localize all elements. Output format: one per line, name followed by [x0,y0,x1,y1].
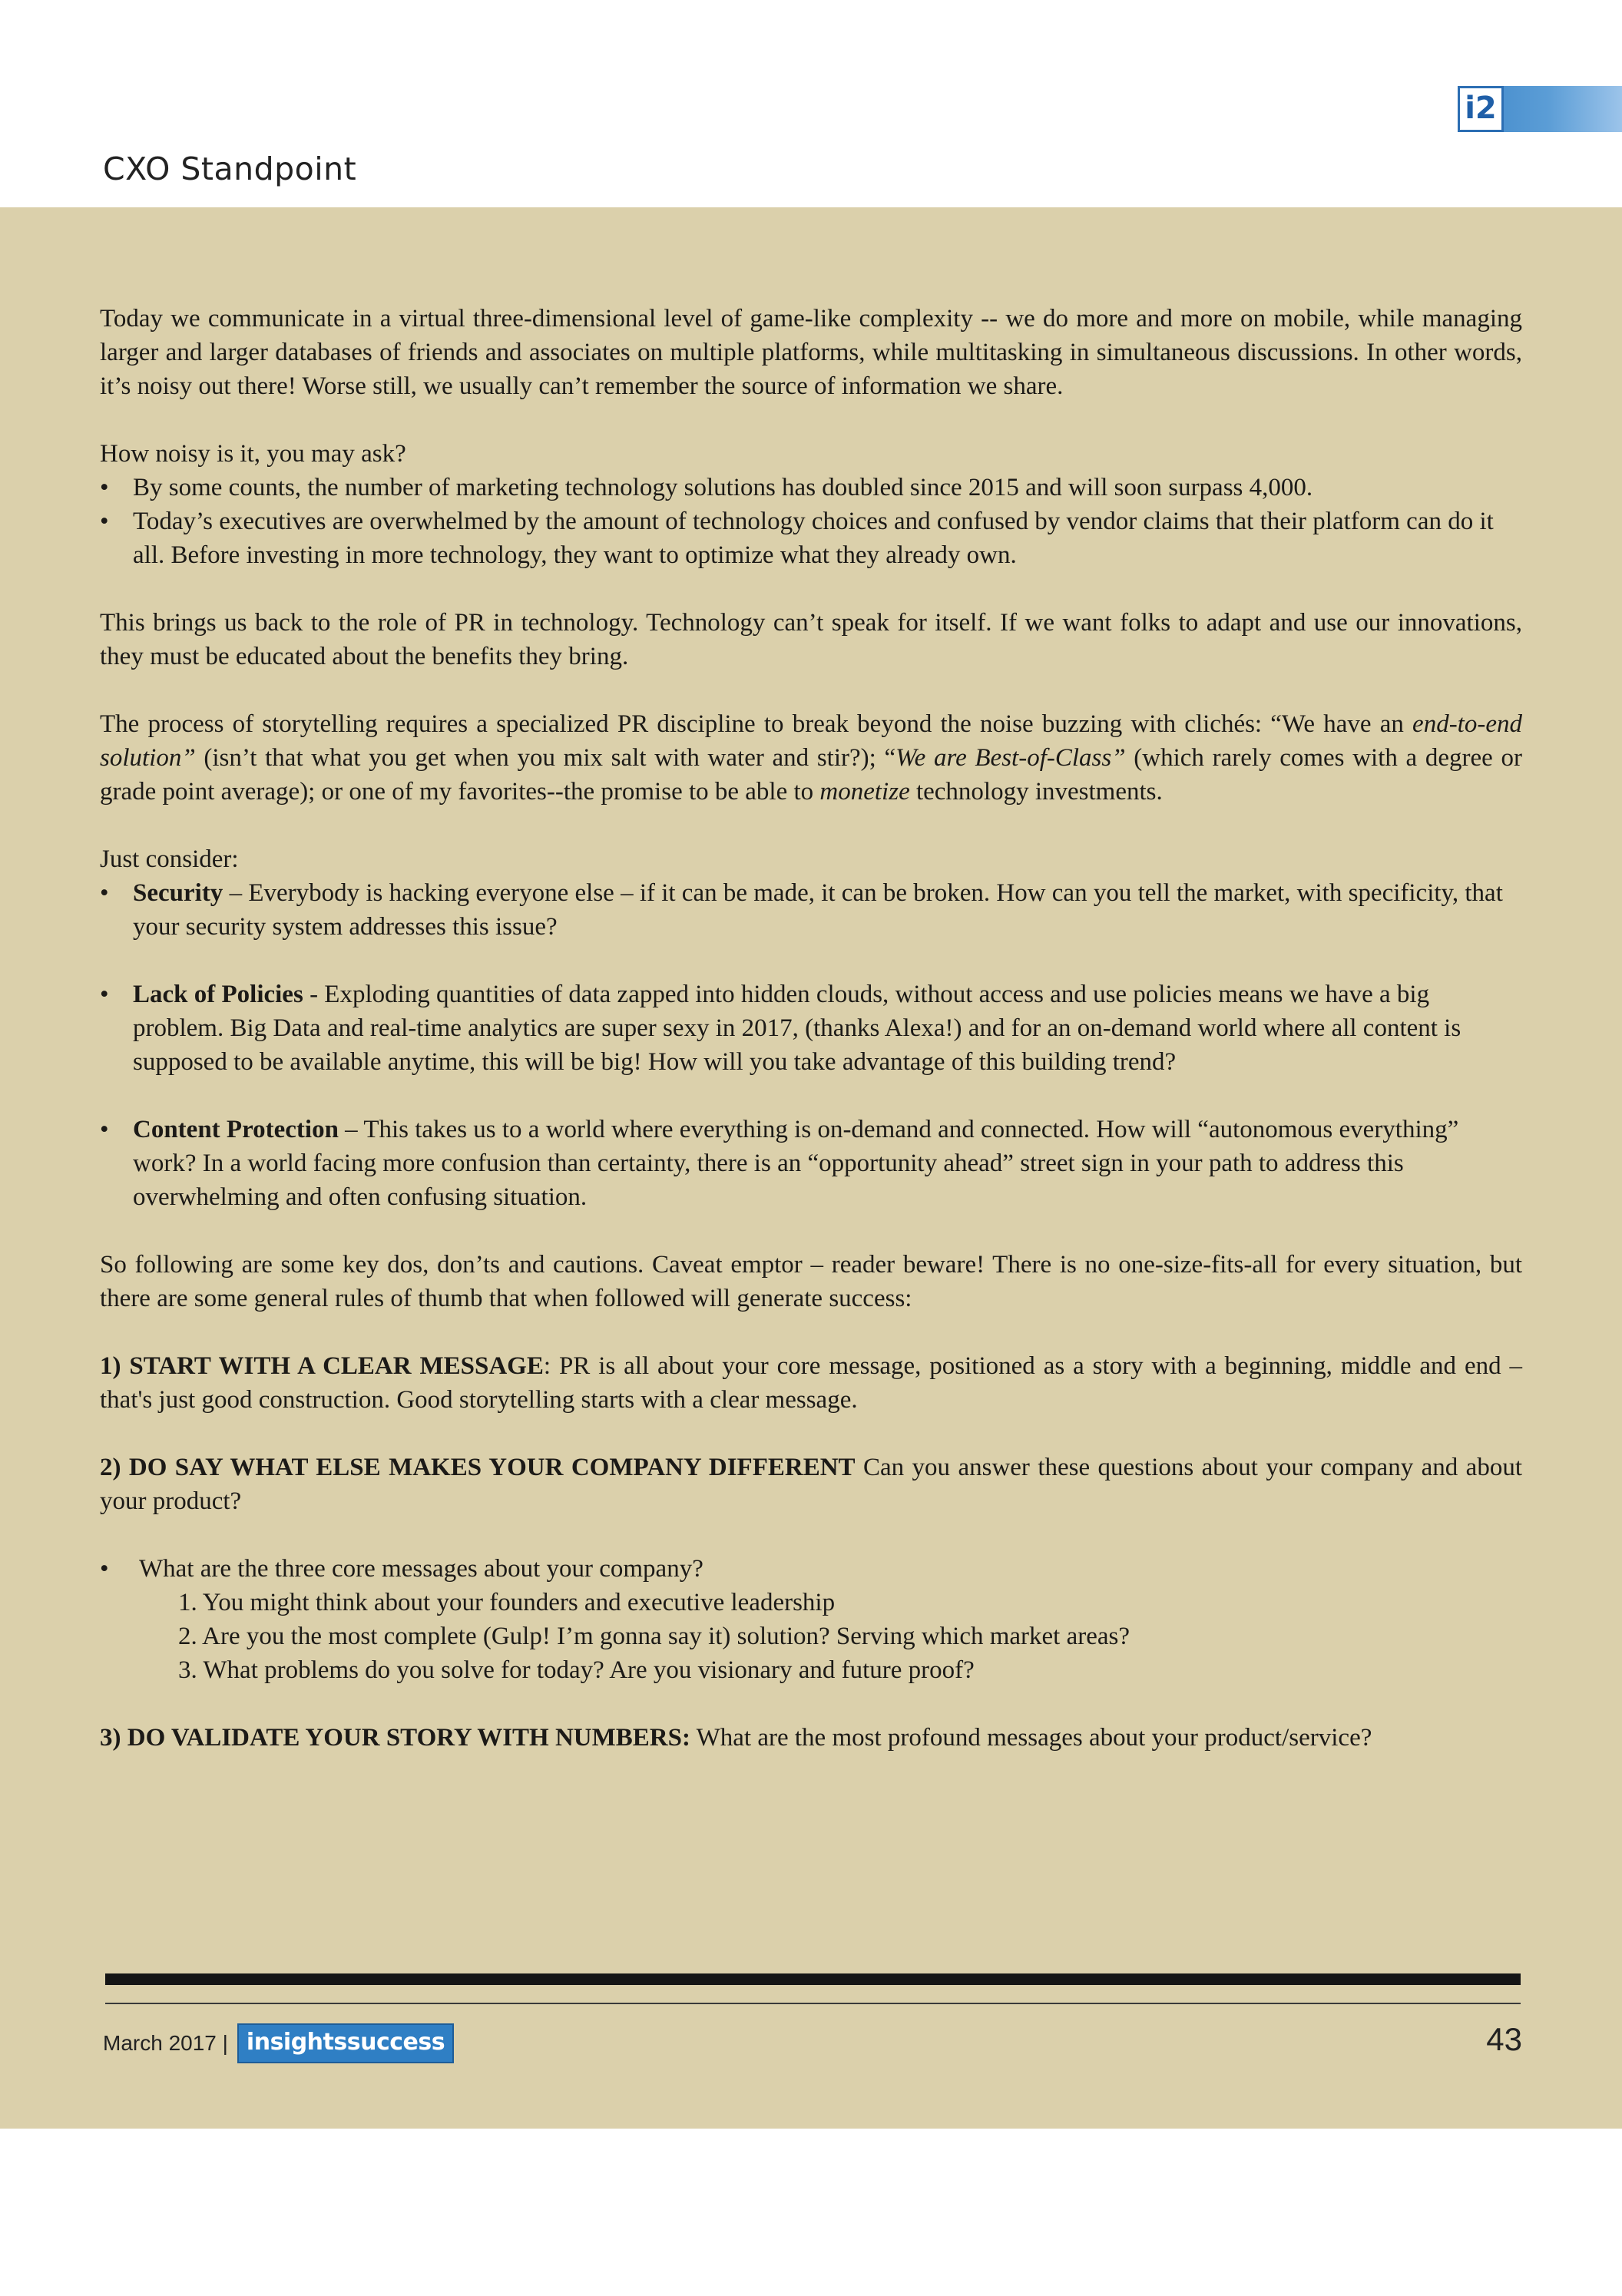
rule-2 [100,1451,1522,1518]
rule-heading: 2) DO SAY WHAT ELSE MAKES YOUR COMPANY DIFFERENT [100,1454,856,1481]
paragraph-noise-question: How noisy is it, you may ask? [100,440,406,468]
article-body [100,302,1522,1788]
list-item: • By some counts, the number of marketing technology solutions has doubled since 2015 and will soon surpass 4,000. [100,471,1522,505]
page-number: 43 [1486,2021,1522,2057]
bullet-term: Content Protection [133,1116,339,1143]
list-item [100,876,1522,944]
rule-3 [100,1721,1522,1755]
text-run: The process of storytelling requires a specialized PR discipline to break beyond the noise buzzing with clichés: “We have an [100,710,1413,738]
magazine-logo-icon: i2 [1458,86,1504,132]
footer-issue [103,2024,454,2063]
list-item: • Today’s executives are overwhelmed by the amount of technology choices and confused by vendor claims that their platform can do it all. Before investing in more technology, they want to optimize what they already own. [100,505,1522,572]
list-item: 2. Are you the most complete (Gulp! I’m gonna say it) solution? Serving which market areas? [178,1623,1130,1650]
paragraph-intro: Today we communicate in a virtual three-dimensional level of game-like complexity -- we do more and more on mobile, while managing larger and larger databases of friends and associates on multiple platforms, while multitasking in simultaneous discussions. In other words, it’s noisy out there! Worse still, we usually can’t remember the source of information we share. [100,305,1522,400]
rule-text: : PR is all about your core message, positioned as a story with a beginning, middle and end – that's just good construction. Good storytelling starts with a clear message. [100,1352,1522,1414]
rule2-numbered-list [100,1586,1522,1687]
footer-rule-thick [105,1973,1521,1985]
list-item: • What are the three core messages about your company? [100,1552,1522,1586]
text-run: technology investments. [909,778,1163,806]
rule-1 [100,1349,1522,1417]
italic-phrase: We are Best-of-Class” [895,744,1126,772]
insights-success-logo: insightssuccess [237,2023,454,2063]
bullet-term: Lack of Policies [133,981,303,1008]
rule-text: Can you answer these questions about your company and about your product? [100,1454,1522,1515]
footer-rule-thin [105,2003,1521,2004]
paragraph-dos-donts: So following are some key dos, don’ts and cautions. Caveat emptor – reader beware! There is no one-size-fits-all for every situation, but there are some general rules of thumb that when followed will generate success: [100,1251,1522,1312]
bullet-text: - Exploding quantities of data zapped into hidden clouds, without access and use policies means we have a big problem. Big Data and real-time analytics are super sexy in 2017, (thanks Alexa!) and for an on-demand world where all content is supposed to be available anytime, this will be big! How will you take advantage of this building trend? [133,981,1461,1076]
bullet-text: – Everybody is hacking everyone else – if it can be made, it can be broken. How can you tell the market, with specificity, that your security system addresses this issue? [133,879,1503,941]
paragraph-just-consider: Just consider: [100,845,239,873]
rule-heading: 3) DO VALIDATE YOUR STORY WITH NUMBERS: [100,1724,690,1752]
rule-text: What are the most profound messages about your product/service? [690,1724,1372,1752]
section-title: CXO Standpoint [103,151,357,187]
rule2-question-list [100,1552,1522,1586]
consider-bullet-list [100,876,1522,1214]
text-run: (isn’t that what you get when you mix salt with water and stir?); “ [195,744,896,772]
paragraph-pr-role: This brings us back to the role of PR in technology. Technology can’t speak for itself. If we want folks to adapt and use our innovations, they must be educated about the benefits they bring. [100,609,1522,670]
bullet-term: Security [133,879,223,907]
list-item [100,978,1522,1079]
issue-date: March 2017 | [103,2031,228,2055]
bullet-text: – This takes us to a world where everything is on-demand and connected. How will “autonomous everything” work? In a world facing more confusion than certainty, there is an “opportunity ahead” street sign in your path to address this overwhelming and often confusing situation. [133,1116,1459,1211]
italic-phrase: monetize [819,778,910,806]
noise-bullet-list [100,471,1522,572]
list-item: 1. You might think about your founders and executive leadership [178,1589,836,1616]
italic-phrase: end-to-end solution” [100,710,1522,772]
list-item [100,1113,1522,1214]
paragraph-storytelling [100,707,1522,809]
list-item: 3. What problems do you solve for today? Are you visionary and future proof? [178,1656,975,1684]
text-run: (which rarely comes with a degree or grade point average); or one of my favorites--the promise to be able to [100,744,1522,806]
rule-heading: 1) START WITH A CLEAR MESSAGE [100,1352,544,1380]
